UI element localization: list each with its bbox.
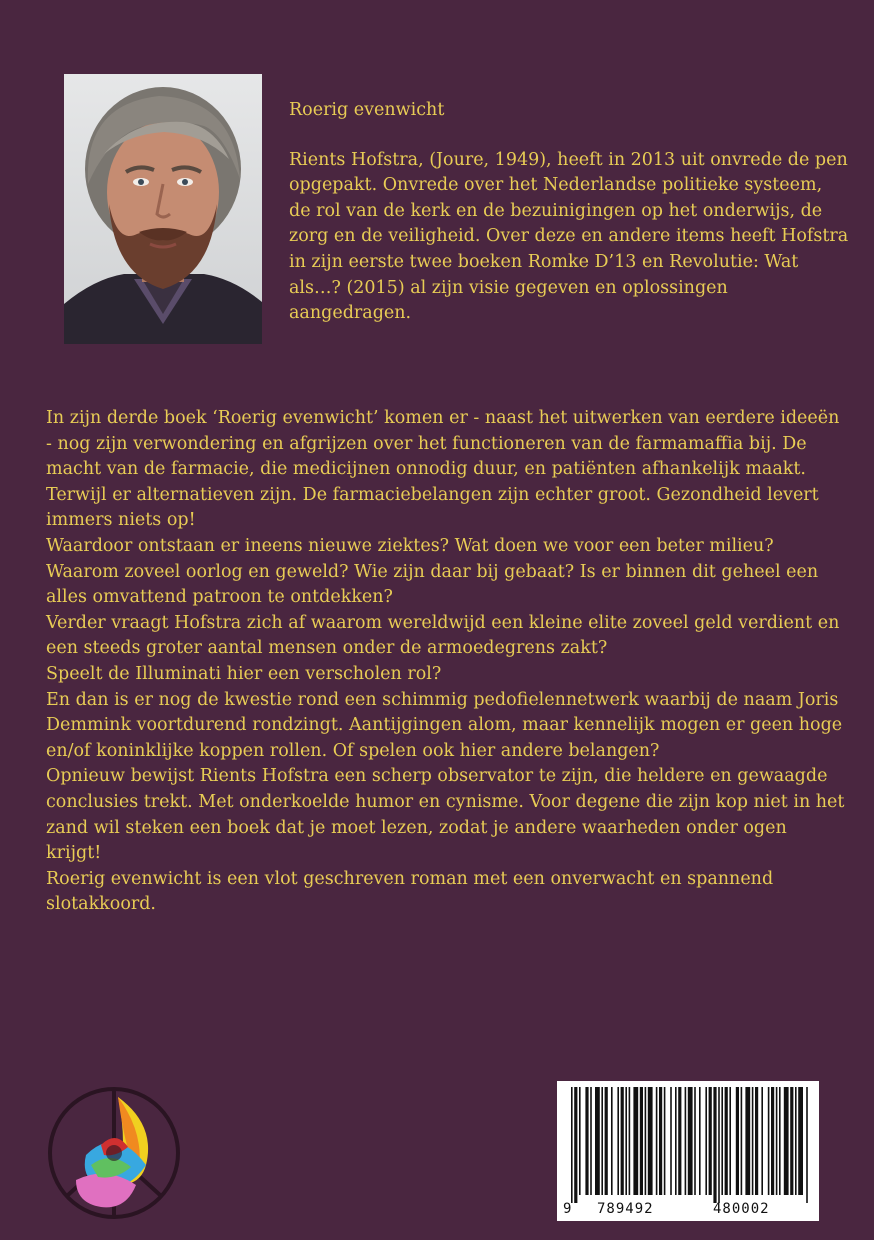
barcode-bar — [709, 1087, 712, 1195]
barcode-bar — [718, 1087, 720, 1203]
barcode-bar — [664, 1087, 666, 1195]
barcode-bar — [670, 1087, 672, 1195]
barcode-bar — [771, 1087, 774, 1195]
barcode-bar — [729, 1087, 731, 1195]
barcode-bar — [725, 1087, 728, 1195]
barcode-bar — [755, 1087, 758, 1195]
barcode-bar — [595, 1087, 600, 1195]
barcode-bar — [761, 1087, 763, 1195]
barcode-bar — [656, 1087, 658, 1195]
barcode-bar — [713, 1087, 716, 1203]
blurb-paragraph-7: Roerig evenwicht is een vlot geschreven roman met een onverwacht en spannend slotakkoord. — [46, 868, 774, 915]
blurb-paragraph-6: Opnieuw bewijst Rients Hofstra een scherp observator te zijn, die heldere en gewaagde conclusies trekt. Met onderkoelde humor en cynisme. Voor degene die zijn kop niet in het zand wil steken een boek dat je moet lezen, zodat je andere waarheden onder ogen krijgt! — [46, 766, 845, 864]
barcode-bar — [601, 1087, 603, 1195]
barcode-left-group: 789492 — [597, 1201, 654, 1217]
barcode-bar — [571, 1087, 573, 1203]
barcode-bar — [694, 1087, 696, 1195]
barcode-bar — [699, 1087, 701, 1195]
barcode-bar — [705, 1087, 707, 1195]
publisher-logo — [46, 1085, 182, 1221]
barcode-lead-digit: 9 — [563, 1201, 572, 1217]
barcode-bar — [721, 1087, 723, 1195]
barcode-bar — [605, 1087, 608, 1195]
barcode-bar — [633, 1087, 638, 1195]
barcode-bar — [645, 1087, 647, 1195]
barcode-bar — [752, 1087, 754, 1195]
barcode-bar — [784, 1087, 789, 1195]
blurb-paragraph-3: Verder vraagt Hofstra zich af waarom wereldwijd een kleine elite zoveel geld verdient en een steeds groter aantal mensen onder de armoedegrens zakt? — [46, 612, 840, 659]
isbn-barcode — [557, 1081, 819, 1221]
author-intro: Rients Hofstra, (Joure, 1949), heeft in 2013 uit onvrede de pen opgepakt. Onvrede over het Nederlandse politieke systeem, de rol van de kerk en de bezuinigingen op het onderwijs, de zorg en de veiligheid. Over deze en andere items heeft Hofstra in zijn eerste twee boeken Romke D’13 en Revolutie: Wat als…? (2015) al zijn visie gegeven en oplossingen aangedragen. — [289, 149, 849, 324]
barcode-bar — [688, 1087, 693, 1195]
barcode-bar — [579, 1087, 581, 1195]
blurb-paragraph-4: Speelt de Illuminati hier een verscholen rol? — [46, 663, 442, 684]
barcode-bar — [795, 1087, 797, 1195]
blurb-paragraph-1: In zijn derde boek ‘Roerig evenwicht’ komen er - naast het uitwerken van eerdere ideeën - nog zijn verwondering en afgrijzen over het functioneren van de farmamaffia bij. De macht van de farmacie, die medicijnen onnodig duur, en patiënten afhankelijk maakt. Terwijl er alternatieven zijn. De farmaciebelangen zijn echter groot. Gezondheid levert immers niets op! — [46, 408, 840, 531]
author-portrait-image — [64, 74, 262, 344]
author-photo — [64, 74, 262, 344]
barcode-bar — [678, 1087, 681, 1195]
publisher-logo-icon — [46, 1085, 182, 1221]
header-text-block — [289, 98, 849, 327]
barcode-bar — [629, 1087, 631, 1195]
barcode-bar — [590, 1087, 592, 1195]
blurb-paragraph-5: En dan is er nog de kwestie rond een schimmig pedofielennetwerk waarbij de naam Joris Demmink voortdurend rondzingt. Aantijgingen alom, maar kennelijk mogen er geen hoge en/of koninklijke koppen rollen. Of spelen ook hier andere belangen? — [46, 689, 843, 761]
barcode-bar — [806, 1087, 808, 1203]
barcode-bar — [611, 1087, 613, 1195]
barcode-bar — [648, 1087, 653, 1195]
barcode-bar — [685, 1087, 687, 1195]
barcode-bar — [574, 1087, 577, 1203]
barcode-bar — [790, 1087, 793, 1195]
barcode-bar — [675, 1087, 677, 1195]
blurb-text — [46, 406, 846, 918]
barcode-bar — [798, 1087, 803, 1195]
barcode-bar — [776, 1087, 778, 1195]
barcode-bar — [640, 1087, 643, 1195]
book-title: Roerig evenwicht — [289, 100, 445, 120]
barcode-bar — [625, 1087, 627, 1195]
barcode-bar — [745, 1087, 750, 1195]
barcode-bar — [741, 1087, 743, 1195]
barcode-bar — [659, 1087, 662, 1195]
barcode-bar — [617, 1087, 619, 1195]
barcode-bars — [557, 1081, 819, 1203]
barcode-bar — [621, 1087, 624, 1195]
blurb-paragraph-2: Waardoor ontstaan er ineens nieuwe ziektes? Wat doen we voor een beter milieu? Waarom zoveel oorlog en geweld? Wie zijn daar bij gebaat? Is er binnen dit geheel een alles omvattend patroon te ontdekken? — [46, 535, 819, 608]
barcode-bar — [736, 1087, 739, 1195]
barcode-bar — [768, 1087, 770, 1195]
barcode-right-group: 480002 — [713, 1201, 770, 1217]
barcode-bar — [585, 1087, 588, 1195]
barcode-bar — [779, 1087, 781, 1195]
